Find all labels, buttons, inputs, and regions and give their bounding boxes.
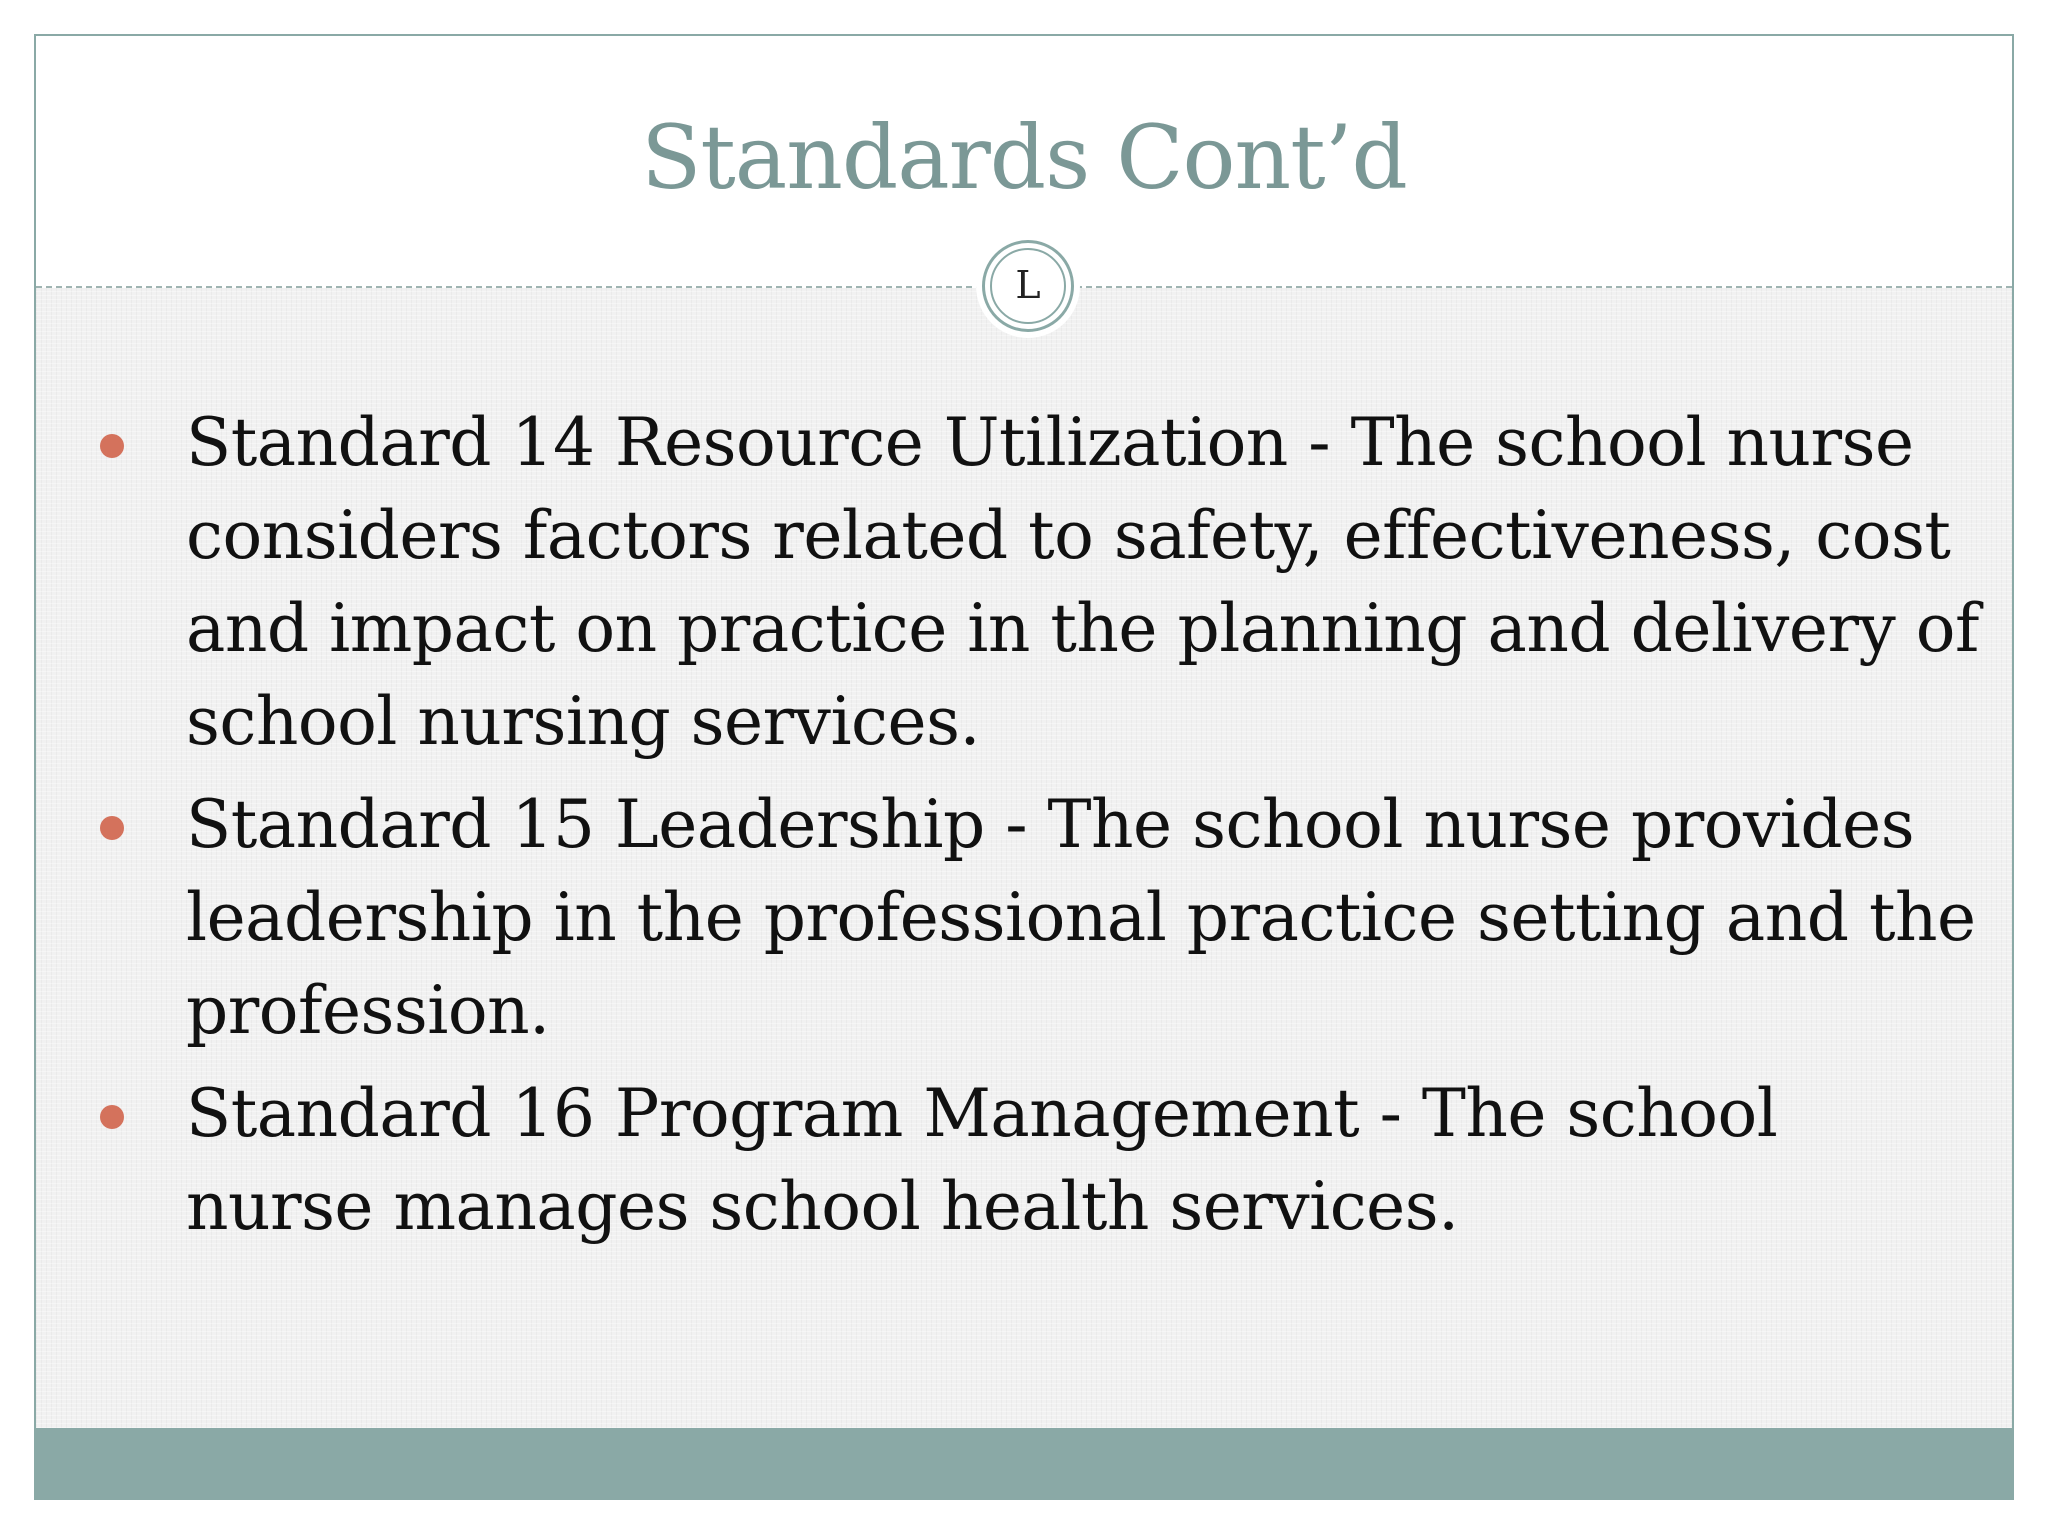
content-area	[36, 288, 2012, 1468]
footer-bar	[36, 1428, 2012, 1498]
bullet-item-standard-14	[100, 396, 1980, 768]
bullet-text: Standard 16 Program Management - The school nurse manages school health services.	[186, 1075, 1778, 1245]
badge-letter: L	[990, 248, 1066, 324]
slide-title: Standards Cont’d	[641, 106, 1407, 209]
slide	[34, 34, 2014, 1500]
bullet-text: Standard 14 Resource Utilization - The school nurse considers factors related to safety, effectiveness, cost and impact on practice in the planning and delivery of school nursing services.	[186, 404, 1979, 760]
bullet-dot-icon	[100, 1105, 124, 1129]
bullet-dot-icon	[100, 434, 124, 458]
bullet-item-standard-16	[100, 1067, 1980, 1253]
bullet-dot-icon	[100, 816, 124, 840]
bullet-text: Standard 15 Leadership - The school nurse provides leadership in the professional practice setting and the profession.	[186, 786, 1976, 1049]
bullet-list	[100, 396, 1980, 1263]
slide-badge	[976, 234, 1080, 338]
bullet-item-standard-15	[100, 778, 1980, 1057]
